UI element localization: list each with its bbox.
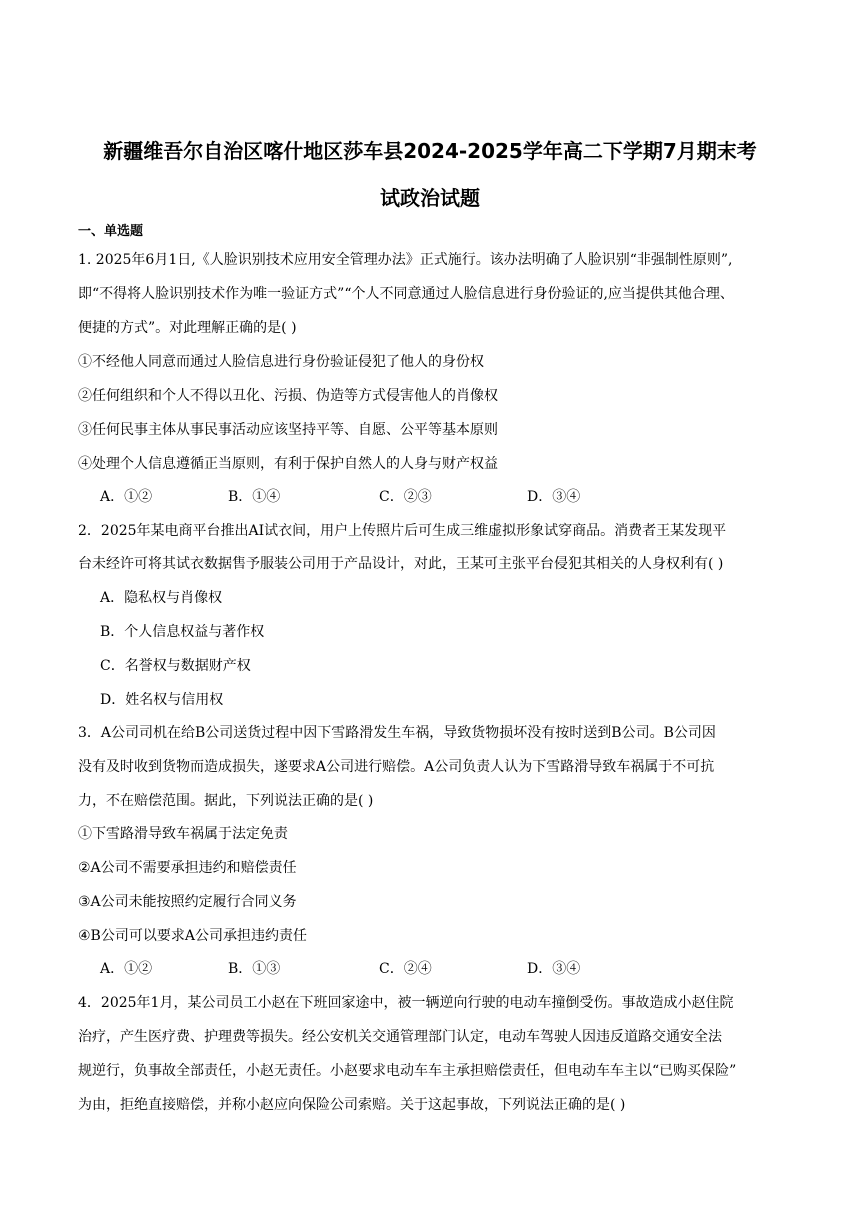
question-3-stem-line: 力，不在赔偿范围。据此，下列说法正确的是( ) — [78, 793, 374, 809]
question-4-stem-line: 规逆行，负事故全部责任，小赵无责任。小赵要求电动车车主承担赔偿责任，但电动车车主以“已购买保险” — [78, 1063, 737, 1079]
question-2-option-d: D．姓名权与信用权 — [100, 692, 224, 708]
question-3-option-b: B．①③ — [228, 961, 281, 977]
question-3-item: ④B公司可以要求A公司承担违约责任 — [78, 928, 307, 944]
question-3-stem-line: 3．A公司司机在给B公司送货过程中因下雪路滑发生车祸，导致货物损坏没有按时送到B公司。B公司因 — [78, 725, 716, 741]
question-1-option-d: D．③④ — [527, 489, 581, 505]
question-3-option-c: C．②④ — [379, 961, 432, 977]
question-1-item: ④处理个人信息遵循正当原则，有利于保护自然人的人身与财产权益 — [78, 456, 498, 472]
title-line-2: 试政治试题 — [380, 186, 480, 210]
question-2-option-c: C．名誉权与数据财产权 — [100, 658, 251, 674]
question-3-option-a: A．①② — [100, 961, 153, 977]
question-1-item: ①不经他人同意而通过人脸信息进行身份验证侵犯了他人的身份权 — [78, 354, 484, 370]
question-3-option-d: D．③④ — [527, 961, 581, 977]
question-2-stem-line: 台未经许可将其试衣数据售予服装公司用于产品设计，对此，王某可主张平台侵犯其相关的人身权利有( ) — [78, 556, 724, 572]
question-3-stem-line: 没有及时收到货物而造成损失，遂要求A公司进行赔偿。A公司负责人认为下雪路滑导致车祸属于不可抗 — [78, 759, 715, 775]
question-3-item: ②A公司不需要承担违约和赔偿责任 — [78, 860, 297, 876]
question-1-stem-line: 1. 2025年6月1日,《人脸识别技术应用安全管理办法》正式施行。该办法明确了人脸识别“非强制性原则”, — [78, 252, 733, 268]
question-1-option-a: A．①② — [100, 489, 153, 505]
question-3-item: ①下雪路滑导致车祸属于法定免责 — [78, 826, 288, 842]
question-1-stem-line: 即“不得将人脸识别技术作为唯一验证方式”“个人不同意通过人脸信息进行身份验证的,应当提供其他合理、 — [78, 286, 734, 302]
question-2-option-b: B．个人信息权益与著作权 — [100, 624, 265, 640]
question-3-item: ③A公司未能按照约定履行合同义务 — [78, 894, 297, 910]
title-line-1: 新疆维吾尔自治区喀什地区莎车县2024-2025学年高二下学期7月期末考 — [103, 139, 757, 163]
section-heading: 一、单选题 — [78, 224, 144, 239]
question-2-option-a: A．隐私权与肖像权 — [100, 590, 223, 606]
question-2-stem-line: 2．2025年某电商平台推出AI试衣间，用户上传照片后可生成三维虚拟形象试穿商品。消费者王某发现平 — [78, 523, 727, 539]
question-1-option-b: B．①④ — [228, 489, 281, 505]
question-4-stem-line: 4．2025年1月，某公司员工小赵在下班回家途中，被一辆逆向行驶的电动车撞倒受伤。事故造成小赵住院 — [78, 995, 734, 1011]
question-4-stem-line: 治疗，产生医疗费、护理费等损失。经公安机关交通管理部门认定，电动车驾驶人因违反道路交通安全法 — [78, 1029, 722, 1045]
question-4-stem-line: 为由，拒绝直接赔偿，并称小赵应向保险公司索赔。关于这起事故，下列说法正确的是( ) — [78, 1097, 626, 1113]
question-1-stem-line: 便捷的方式”。对此理解正确的是( ) — [78, 320, 297, 336]
question-1-option-c: C．②③ — [379, 489, 432, 505]
question-1-item: ②任何组织和个人不得以丑化、污损、伪造等方式侵害他人的肖像权 — [78, 388, 498, 404]
question-1-item: ③任何民事主体从事民事活动应该坚持平等、自愿、公平等基本原则 — [78, 422, 498, 438]
